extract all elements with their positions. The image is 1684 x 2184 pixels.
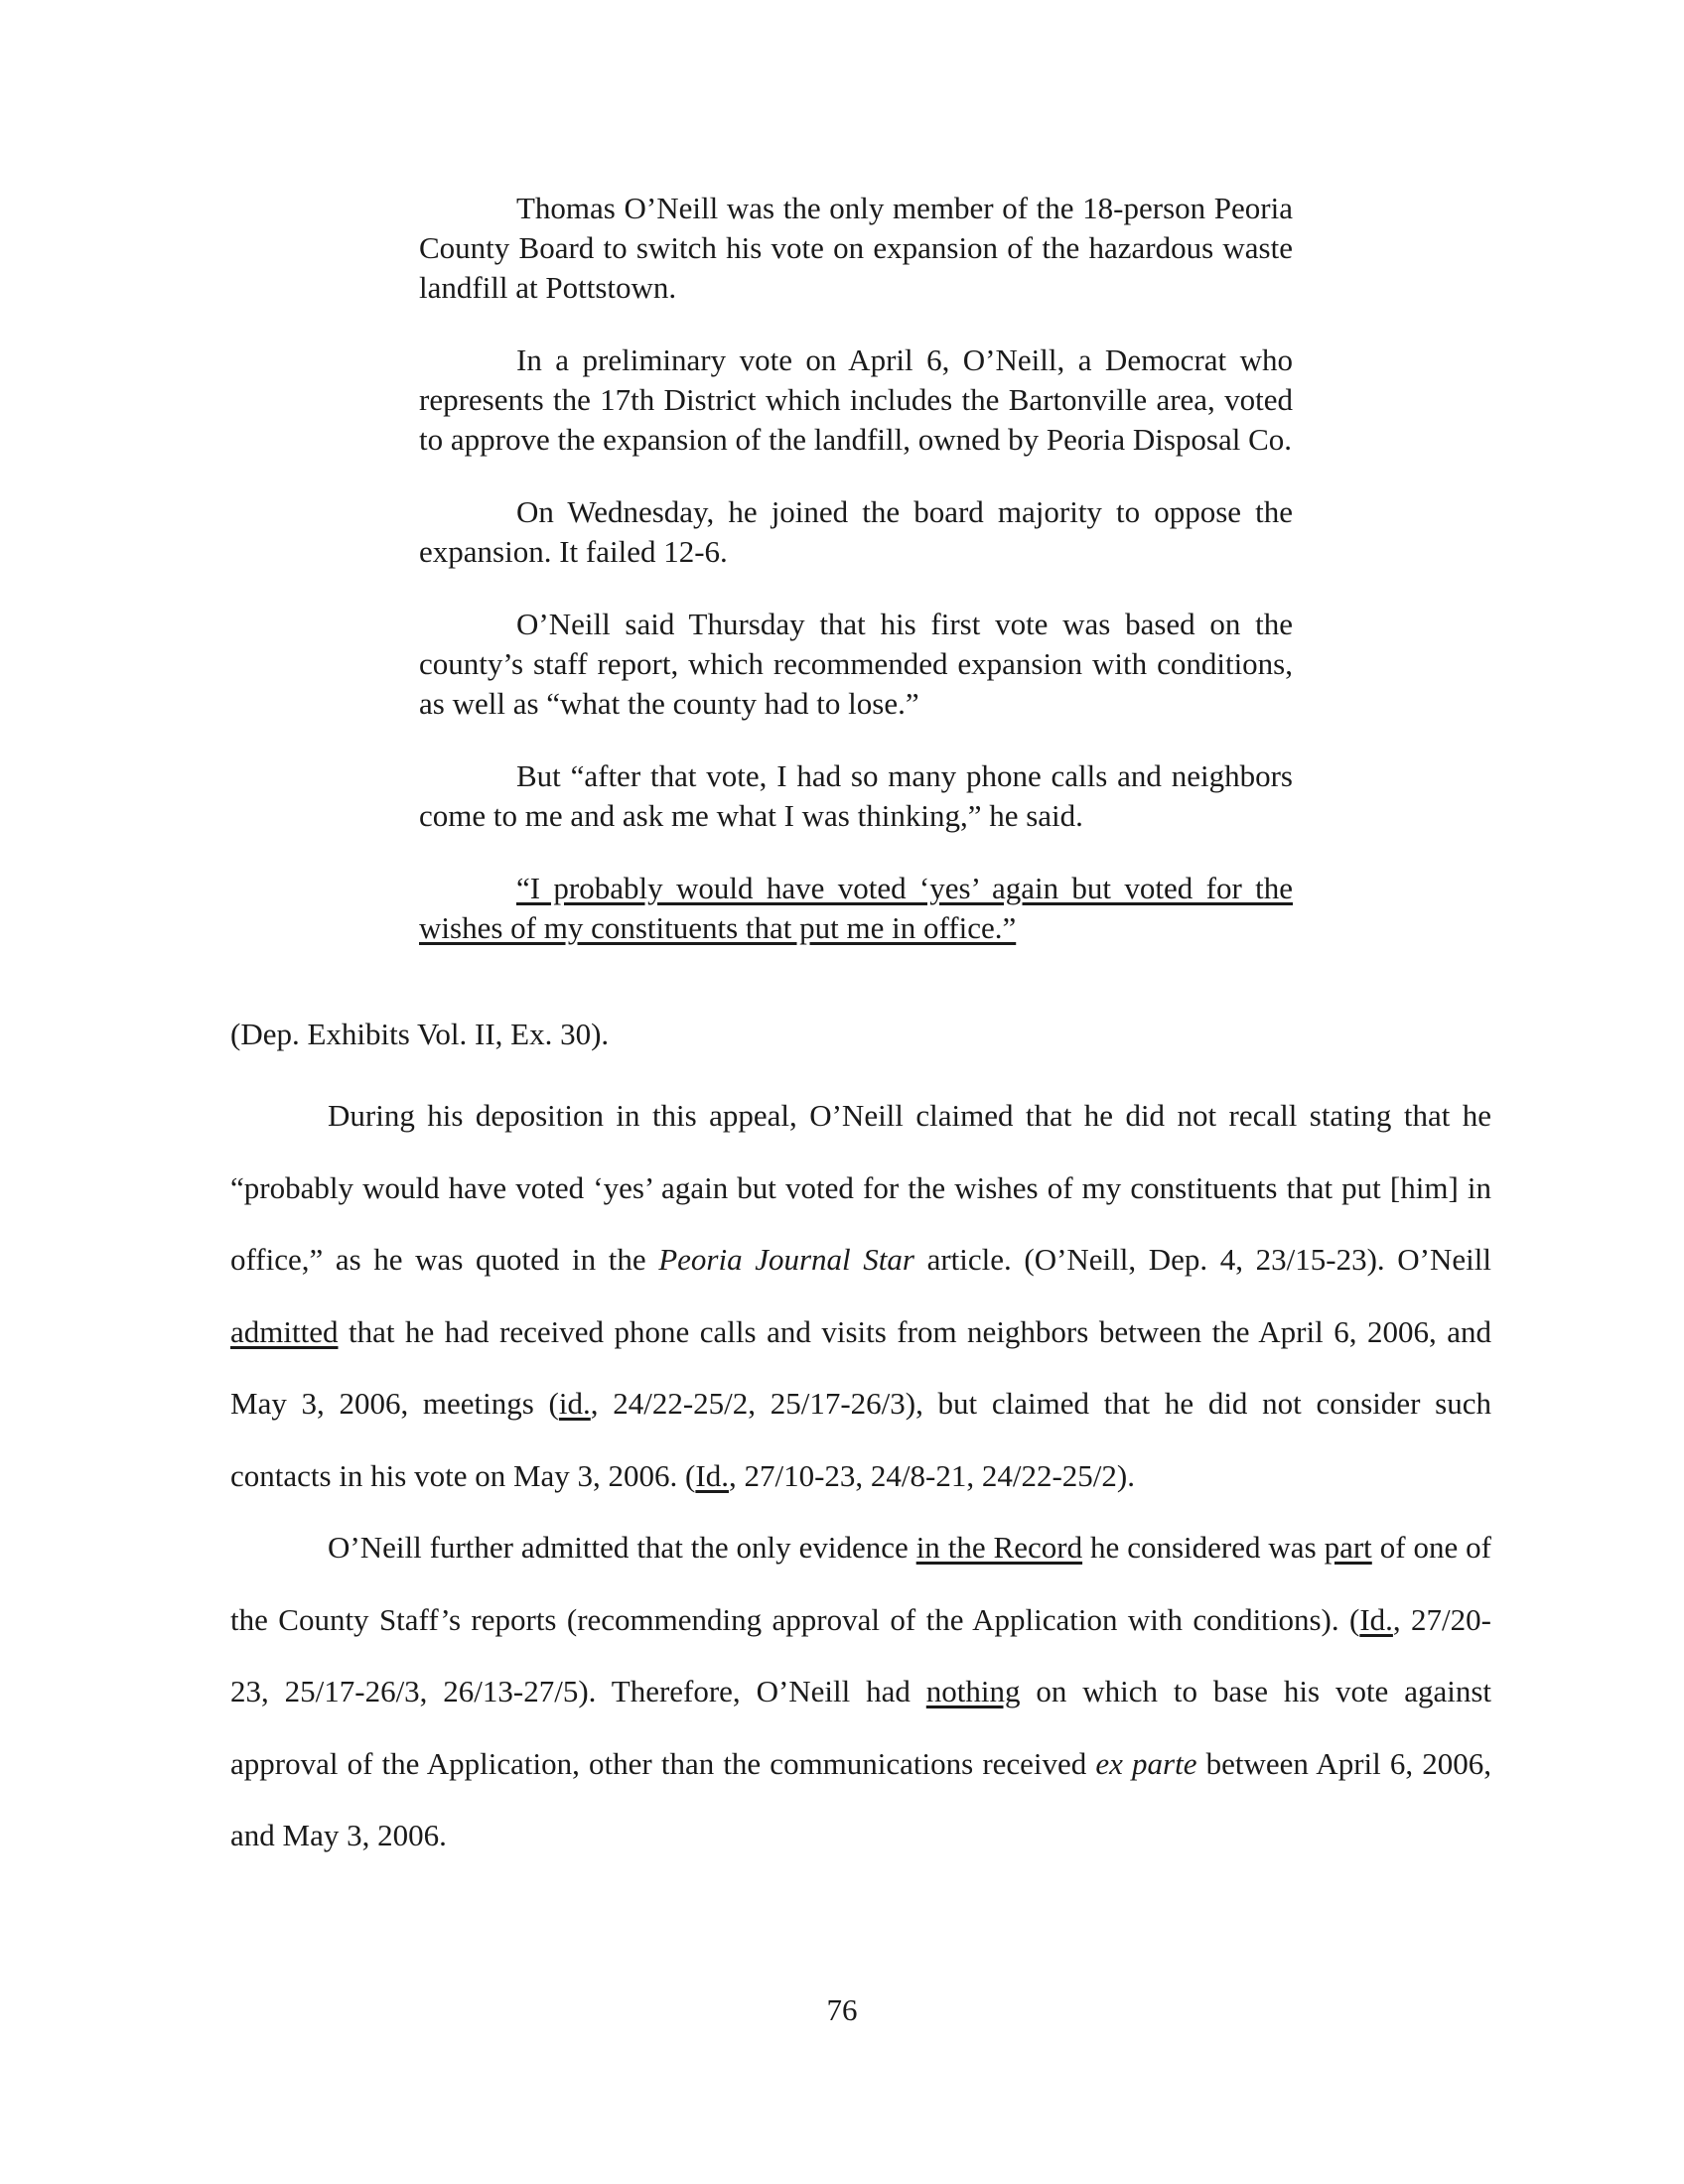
admitted-emphasis: admitted [230, 1313, 339, 1349]
id-cite-3: Id. [1359, 1601, 1393, 1637]
id-cite-1: id. [558, 1386, 591, 1421]
ex-parte-term: ex parte [1095, 1745, 1197, 1781]
part-emphasis: part [1324, 1530, 1372, 1565]
quote-paragraph-6: “I probably would have voted ‘yes’ again but voted for the wishes of my constituents that put me in office.” [419, 871, 1293, 945]
id-cite-2: Id. [695, 1457, 729, 1493]
para2-text-f: between April 6, 2006, and May 3, 2006. [230, 1745, 1491, 1852]
body-text [230, 1080, 1491, 1872]
para2-text-b: he considered was [1082, 1530, 1325, 1565]
quote-paragraph-2: In a preliminary vote on April 6, O’Neill, a Democrat who represents the 17th District which includes the Bartonville area, voted to approve the expansion of the landfill, owned by Peoria Disposal Co. [419, 342, 1293, 457]
para2-text-a: O’Neill further admitted that the only evidence [328, 1530, 916, 1565]
page-number: 76 [826, 1992, 858, 2027]
nothing-emphasis: nothing [925, 1674, 1021, 1708]
citation: (Dep. Exhibits Vol. II, Ex. 30). [230, 1017, 610, 1051]
quote-paragraph-3: On Wednesday, he joined the board majority to oppose the expansion. It failed 12-6. [419, 494, 1293, 569]
quote-paragraph-5: But “after that vote, I had so many phone calls and neighbors come to me and ask me what I was thinking,” he said. [419, 758, 1293, 833]
para2-text-c: of one of the County Staff’s reports (recommending approval of the Application with conditions). ( [230, 1530, 1491, 1637]
quote-paragraph-1: Thomas O’Neill was the only member of the 18-person Peoria County Board to switch his vote on expansion of the hazardous waste landfill at Pottstown. [419, 191, 1293, 305]
para2-text-d: , 27/20-23, 25/17-26/3, 26/13-27/5). Therefore, O’Neill had [230, 1601, 1491, 1708]
para1-text-c: that he had received phone calls and visits from neighbors between the April 6, 2006, and May 3, 2006, meetings ( [230, 1313, 1491, 1421]
journal-title: Peoria Journal Star [658, 1242, 914, 1277]
body-paragraph-2 [230, 1512, 1491, 1872]
para1-text-b: article. (O’Neill, Dep. 4, 23/15-23). O’Neill [913, 1242, 1491, 1277]
para2-text-e: on which to base his vote against approval of the Application, other than the communications received [230, 1674, 1492, 1781]
block-quote [419, 189, 1293, 948]
quote-paragraph-4: O’Neill said Thursday that his first vote was based on the county’s staff report, which recommended expansion with conditions, as well as “what the county had to lose.” [419, 607, 1293, 721]
record-emphasis: in the Record [915, 1530, 1083, 1565]
para1-text-e: , 27/10-23, 24/8-21, 24/22-25/2). [728, 1457, 1135, 1493]
para1-text-a: During his deposition in this appeal, O’Neill claimed that he did not recall stating that he “probably would have voted ‘yes’ again but voted for the wishes of my constituents that put [him] in office,” as he was quoted in the [230, 1098, 1491, 1277]
body-paragraph-1 [230, 1080, 1491, 1512]
para1-text-d: , 24/22-25/2, 25/17-26/3), but claimed that he did not consider such contacts in his vote on May 3, 2006. ( [230, 1386, 1491, 1493]
